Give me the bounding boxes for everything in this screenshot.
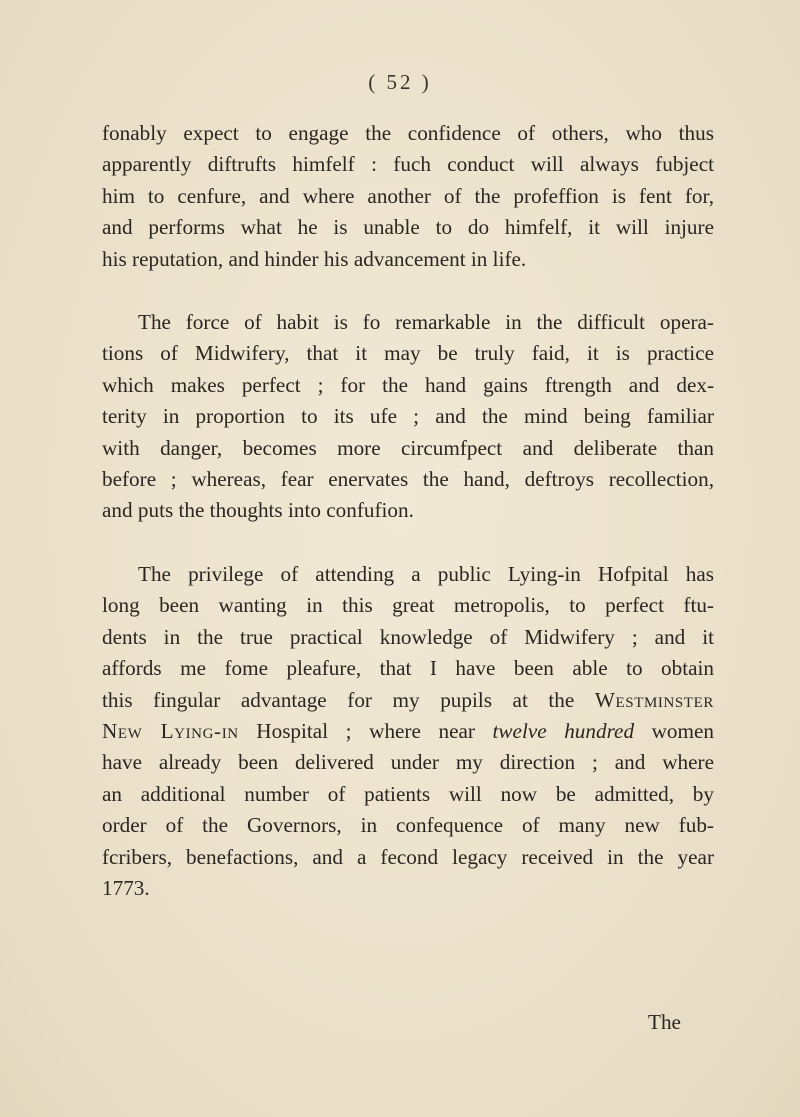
text-line: apparently diftrufts himfelf : fuch conduct will always fubject bbox=[102, 152, 714, 177]
page-number: ( 52 ) bbox=[368, 70, 432, 94]
text-line: have already been delivered under my direction ; and where bbox=[102, 750, 714, 775]
text-line bbox=[102, 716, 714, 747]
text-line: long been wanting in this great metropolis, to perfect ftu- bbox=[102, 593, 714, 618]
text-line: and performs what he is unable to do himfelf, it will injure bbox=[102, 215, 714, 240]
text-run: women bbox=[651, 718, 714, 743]
text-line bbox=[102, 685, 714, 716]
body-text bbox=[102, 118, 714, 936]
text-line: terity in proportion to its ufe ; and the mind being familiar bbox=[102, 404, 714, 429]
italic-text: twelve hundred bbox=[492, 718, 635, 743]
text-line: 1773. bbox=[102, 875, 150, 900]
small-caps-text: New Lying-in bbox=[102, 718, 239, 743]
text-line: which makes perfect ; for the hand gains ftrength and dex- bbox=[102, 372, 714, 397]
text-run: Hospital ; where near bbox=[256, 718, 475, 743]
small-caps-text: Westminster bbox=[594, 687, 714, 712]
text-run: this fingular advantage for my pupils at the bbox=[102, 687, 575, 712]
paragraph-3 bbox=[102, 559, 714, 904]
paragraph-1 bbox=[102, 118, 714, 275]
text-line: his reputation, and hinder his advancement in life. bbox=[102, 246, 527, 271]
text-line: him to cenfure, and where another of the profeffion is fent for, bbox=[102, 183, 714, 208]
catchword: The bbox=[648, 1010, 681, 1034]
text-line: an additional number of patients will now be admitted, by bbox=[102, 781, 714, 806]
text-line: fcribers, benefactions, and a fecond legacy received in the year bbox=[102, 844, 714, 869]
text-line: order of the Governors, in confequence of many new fub- bbox=[102, 813, 714, 838]
text-line: The privilege of attending a public Lying-in Hofpital has bbox=[138, 561, 714, 586]
text-line: and puts the thoughts into confufion. bbox=[102, 498, 414, 523]
text-line: affords me fome pleafure, that I have been able to obtain bbox=[102, 656, 714, 681]
text-line: with danger, becomes more circumfpect and deliberate than bbox=[102, 435, 714, 460]
text-line: dents in the true practical knowledge of Midwifery ; and it bbox=[102, 624, 714, 649]
text-line: tions of Midwifery, that it may be truly faid, it is practice bbox=[102, 341, 714, 366]
text-line: fonably expect to engage the confidence of others, who thus bbox=[102, 121, 714, 145]
paragraph-2 bbox=[102, 307, 714, 527]
text-line: The force of habit is fo remarkable in the difficult opera- bbox=[138, 310, 714, 335]
text-line: before ; whereas, fear enervates the hand, deftroys recollection, bbox=[102, 467, 714, 492]
